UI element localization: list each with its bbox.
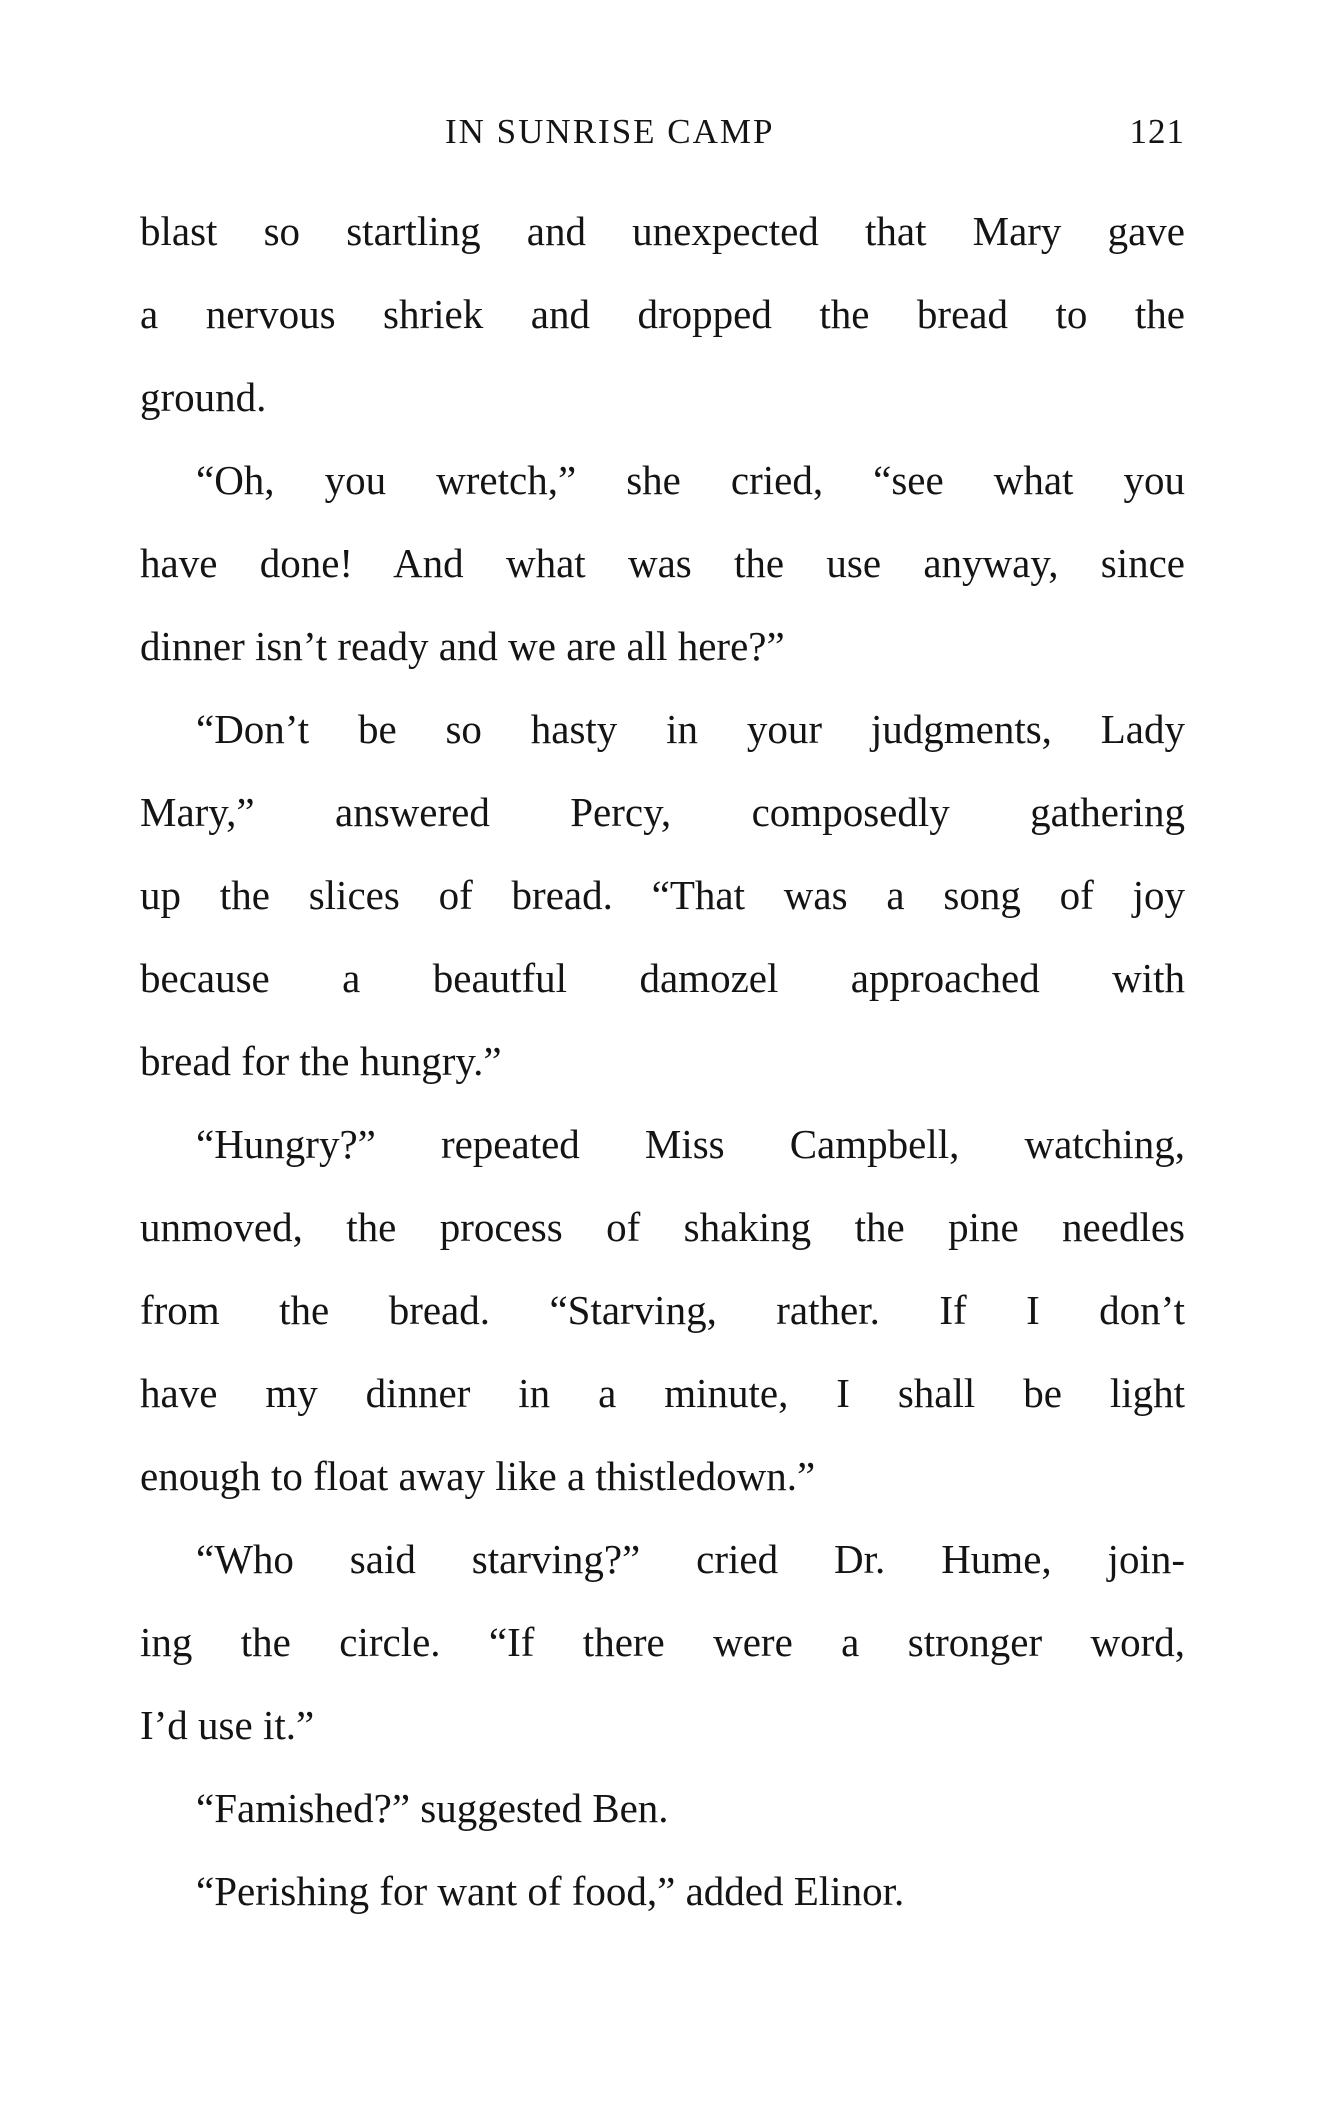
text-line: enough to float away like a thistledown.” [140,1453,816,1499]
text-line: dinner isn’t ready and we are all here?” [140,623,785,669]
text-line: Mary,” answered Percy, composedly gathering [140,789,1185,835]
text-line: have done! And what was the use anyway, since [140,540,1185,586]
running-head [140,112,1185,162]
text-line: “Perishing for want of food,” added Elinor. [196,1868,905,1914]
text-line: “Who said starving?” cried Dr. Hume, join- [196,1536,1185,1582]
text-line: ground. [140,374,267,420]
text-line: from the bread. “Starving, rather. If I don’t [140,1287,1185,1333]
running-title: IN SUNRISE CAMP [445,112,775,151]
text-line: “Famished?” suggested Ben. [196,1785,669,1831]
paragraph [140,439,1185,688]
text-line: “Oh, you wretch,” she cried, “see what you [196,457,1185,503]
page-number: 121 [1129,112,1185,151]
text-line: bread for the hungry.” [140,1038,502,1084]
text-line: blast so startling and unexpected that Mary gave [140,208,1185,254]
text-line: have my dinner in a minute, I shall be light [140,1370,1185,1416]
paragraph [140,1518,1185,1767]
text-line: I’d use it.” [140,1702,315,1748]
text-line: unmoved, the process of shaking the pine needles [140,1204,1185,1250]
text-line: ing the circle. “If there were a stronger word, [140,1619,1185,1665]
text-line: “Don’t be so hasty in your judgments, Lady [196,706,1185,752]
text-line: up the slices of bread. “That was a song of joy [140,872,1185,918]
paragraph [140,688,1185,1103]
paragraph [140,1103,1185,1518]
paragraph [140,190,1185,439]
paragraph [140,1767,1185,1850]
paragraph [140,1850,1185,1933]
text-line: because a beautful damozel approached with [140,955,1185,1001]
text-line: a nervous shriek and dropped the bread to the [140,291,1185,337]
body-text [140,190,1185,1933]
text-line: “Hungry?” repeated Miss Campbell, watching, [196,1121,1185,1167]
